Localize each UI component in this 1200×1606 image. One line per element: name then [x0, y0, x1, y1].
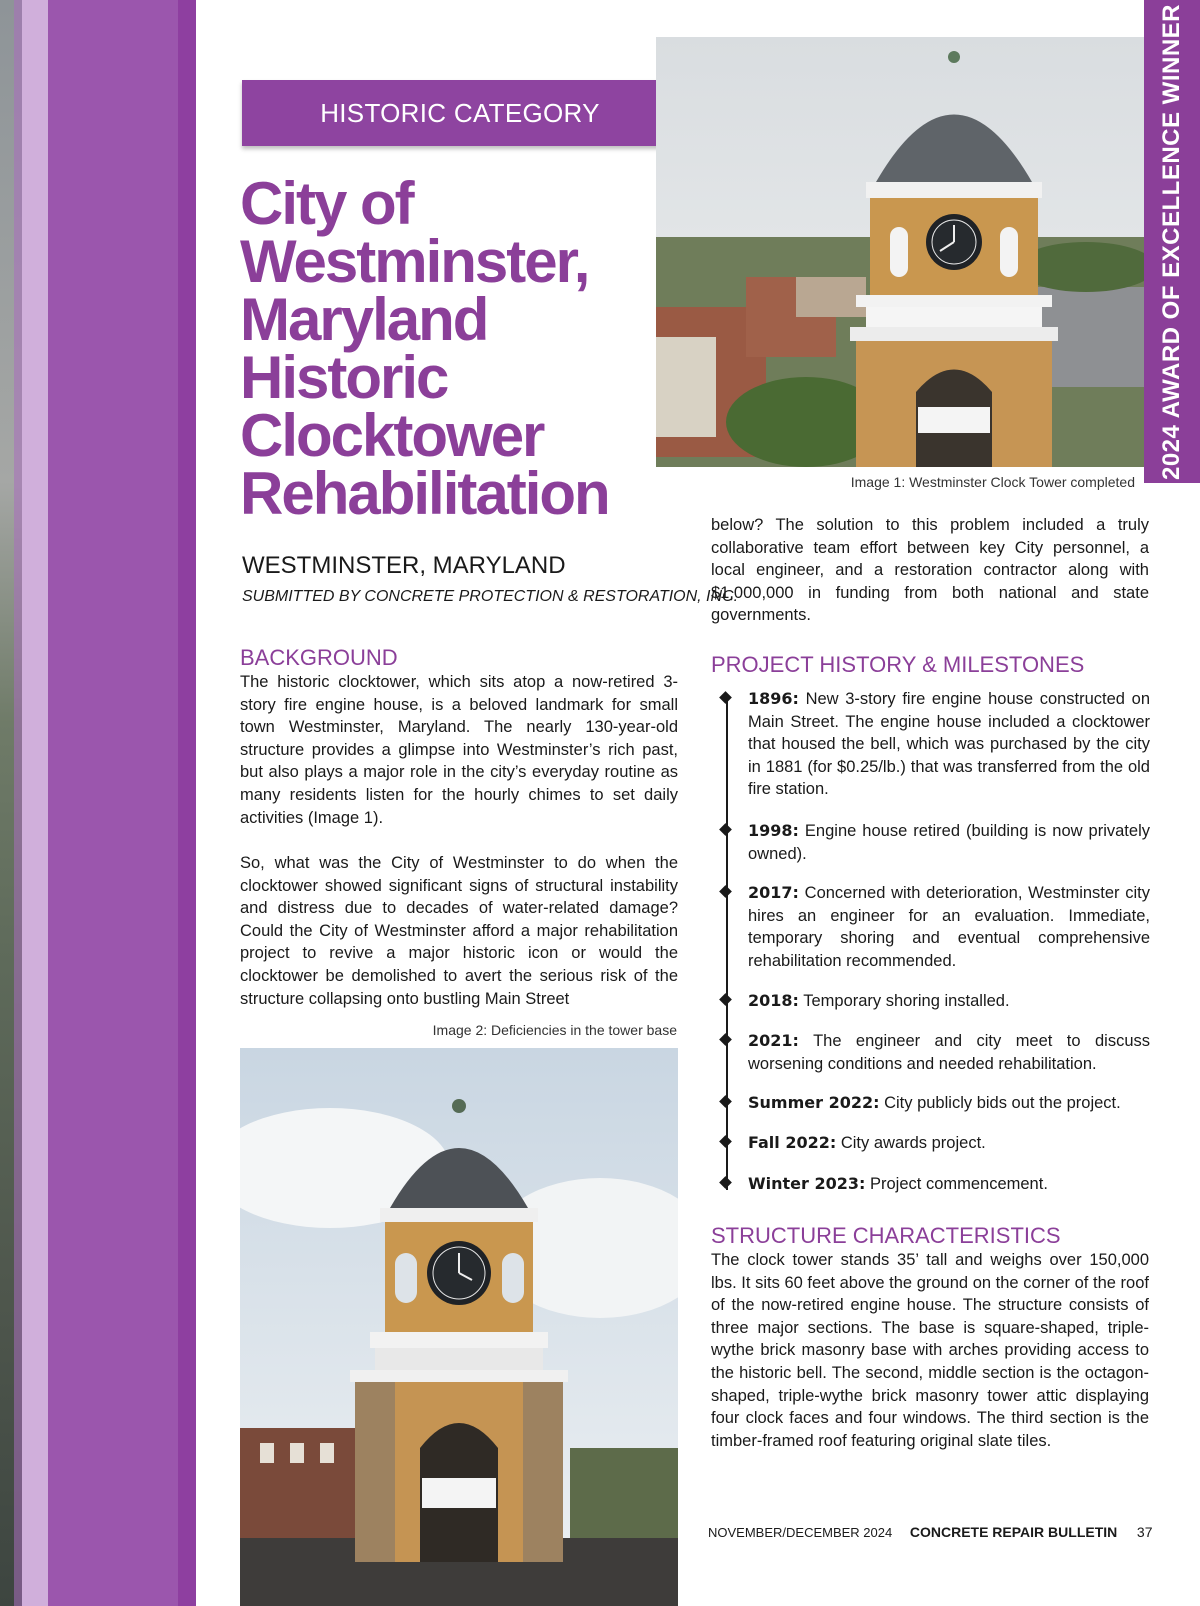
- title-line: Rehabilitation: [240, 460, 609, 527]
- image-2-caption: Image 2: Deficiencies in the tower base: [432, 1022, 677, 1038]
- image-2-tower-base-photo: [240, 1048, 678, 1606]
- continued-paragraph: below? The solution to this problem included a truly collaborative team effort between key City personnel, a local engineer, and a restoration contractor along with $1,000,000 in funding from both national and state governments.: [711, 516, 1149, 625]
- milestone-text: Temporary shoring installed.: [798, 992, 1010, 1010]
- history-heading: PROJECT HISTORY & MILESTONES: [711, 652, 1085, 677]
- milestone-text: City publicly bids out the project.: [879, 1094, 1121, 1112]
- award-banner: [1144, 0, 1200, 483]
- diamond-bullet-icon: [719, 823, 732, 836]
- location: WESTMINSTER, MARYLAND: [242, 552, 566, 579]
- image-1-caption: Image 1: Westminster Clock Tower completed: [850, 474, 1135, 490]
- milestone-year: 2017:: [748, 883, 799, 902]
- submitted-by: SUBMITTED BY CONCRETE PROTECTION & RESTORATION, INC.: [242, 588, 739, 605]
- milestone-year: 2018:: [748, 991, 799, 1010]
- milestone-year: Fall 2022:: [748, 1133, 837, 1152]
- title-line: Maryland: [240, 286, 488, 353]
- structure-heading: STRUCTURE CHARACTERISTICS: [711, 1223, 1061, 1248]
- milestone-year: Summer 2022:: [748, 1093, 880, 1112]
- milestone-text: City awards project.: [836, 1134, 986, 1152]
- milestone-text: Concerned with deterioration, Westminster city hires an engineer for an evaluation. Immediate, temporary shoring and eventual comprehensive rehabilitation recommended.: [748, 884, 1150, 970]
- milestone-text: Engine house retired (building is now privately owned).: [748, 822, 1150, 863]
- milestone-text: The engineer and city meet to discuss worsening conditions and needed rehabilitation.: [748, 1032, 1150, 1073]
- structure-paragraph: The clock tower stands 35’ tall and weighs over 150,000 lbs. It sits 60 feet above the ground on the corner of the roof of the now-retired engine house. The structure consists of three major sections. The base is square-shaped, triple-wythe brick masonry base with arches providing access to the historic bell. The second, middle section is the octagon-shaped, triple-wythe brick masonry tower attic displaying four clock faces and four windows. The third section is the timber-framed roof featuring original slate tiles.: [711, 1251, 1149, 1450]
- milestone-year: Winter 2023:: [748, 1174, 866, 1193]
- title-line: Westminster,: [240, 228, 589, 295]
- footer-publication: CONCRETE REPAIR BULLETIN: [909, 1524, 1118, 1540]
- title-line: Clocktower: [240, 402, 544, 469]
- diamond-bullet-icon: [719, 885, 732, 898]
- category-label: HISTORIC CATEGORY: [242, 80, 678, 146]
- milestone-text: New 3-story fire engine house constructed on Main Street. The engine house included a clocktower that housed the bell, which was purchased by the city in 1881 (for $0.25/lb.) that was transferred from the old fire station.: [748, 690, 1150, 799]
- milestone-year: 1896:: [748, 689, 799, 708]
- left-decorative-strip: [0, 0, 196, 1606]
- milestone-year: 2021:: [748, 1031, 799, 1050]
- diamond-bullet-icon: [719, 691, 732, 704]
- image-1-clock-tower-photo: [656, 37, 1144, 467]
- milestone-text: Project commencement.: [865, 1175, 1048, 1193]
- page-footer: [708, 1524, 1152, 1540]
- timeline-line: [726, 694, 728, 1190]
- award-banner-text: 2024 AWARD OF EXCELLENCE WINNER: [1158, 3, 1185, 480]
- background-heading: BACKGROUND: [240, 645, 398, 670]
- diamond-bullet-icon: [719, 1095, 732, 1108]
- title-line: City of: [240, 170, 413, 237]
- diamond-bullet-icon: [719, 1176, 732, 1189]
- footer-issue: NOVEMBER/DECEMBER 2024: [708, 1525, 893, 1540]
- milestone-year: 1998:: [748, 821, 799, 840]
- background-paragraph-2: So, what was the City of Westminster to do when the clocktower showed significant signs of structural instability and distress due to decades of water-related damage? Could the City of Westminster afford a major rehabilitation project to revive a major historic icon or would the clocktower be demolished to avert the serious risk of the structure collapsing onto bustling Main Street: [240, 854, 678, 1008]
- title-line: Historic: [240, 344, 448, 411]
- diamond-bullet-icon: [719, 1033, 732, 1046]
- background-paragraph-1: The historic clocktower, which sits atop a now-retired 3-story fire engine house, is a beloved landmark for small town Westminster, Maryland. The nearly 130-year-old structure provides a glimpse into Westminster’s rich past, but also plays a major role in the city’s everyday routine as many residents listen for the hourly chimes to set daily activities (Image 1).: [240, 673, 678, 827]
- page-number: 37: [1136, 1524, 1153, 1540]
- page-title: [240, 170, 660, 527]
- diamond-bullet-icon: [719, 993, 732, 1006]
- diamond-bullet-icon: [719, 1135, 732, 1148]
